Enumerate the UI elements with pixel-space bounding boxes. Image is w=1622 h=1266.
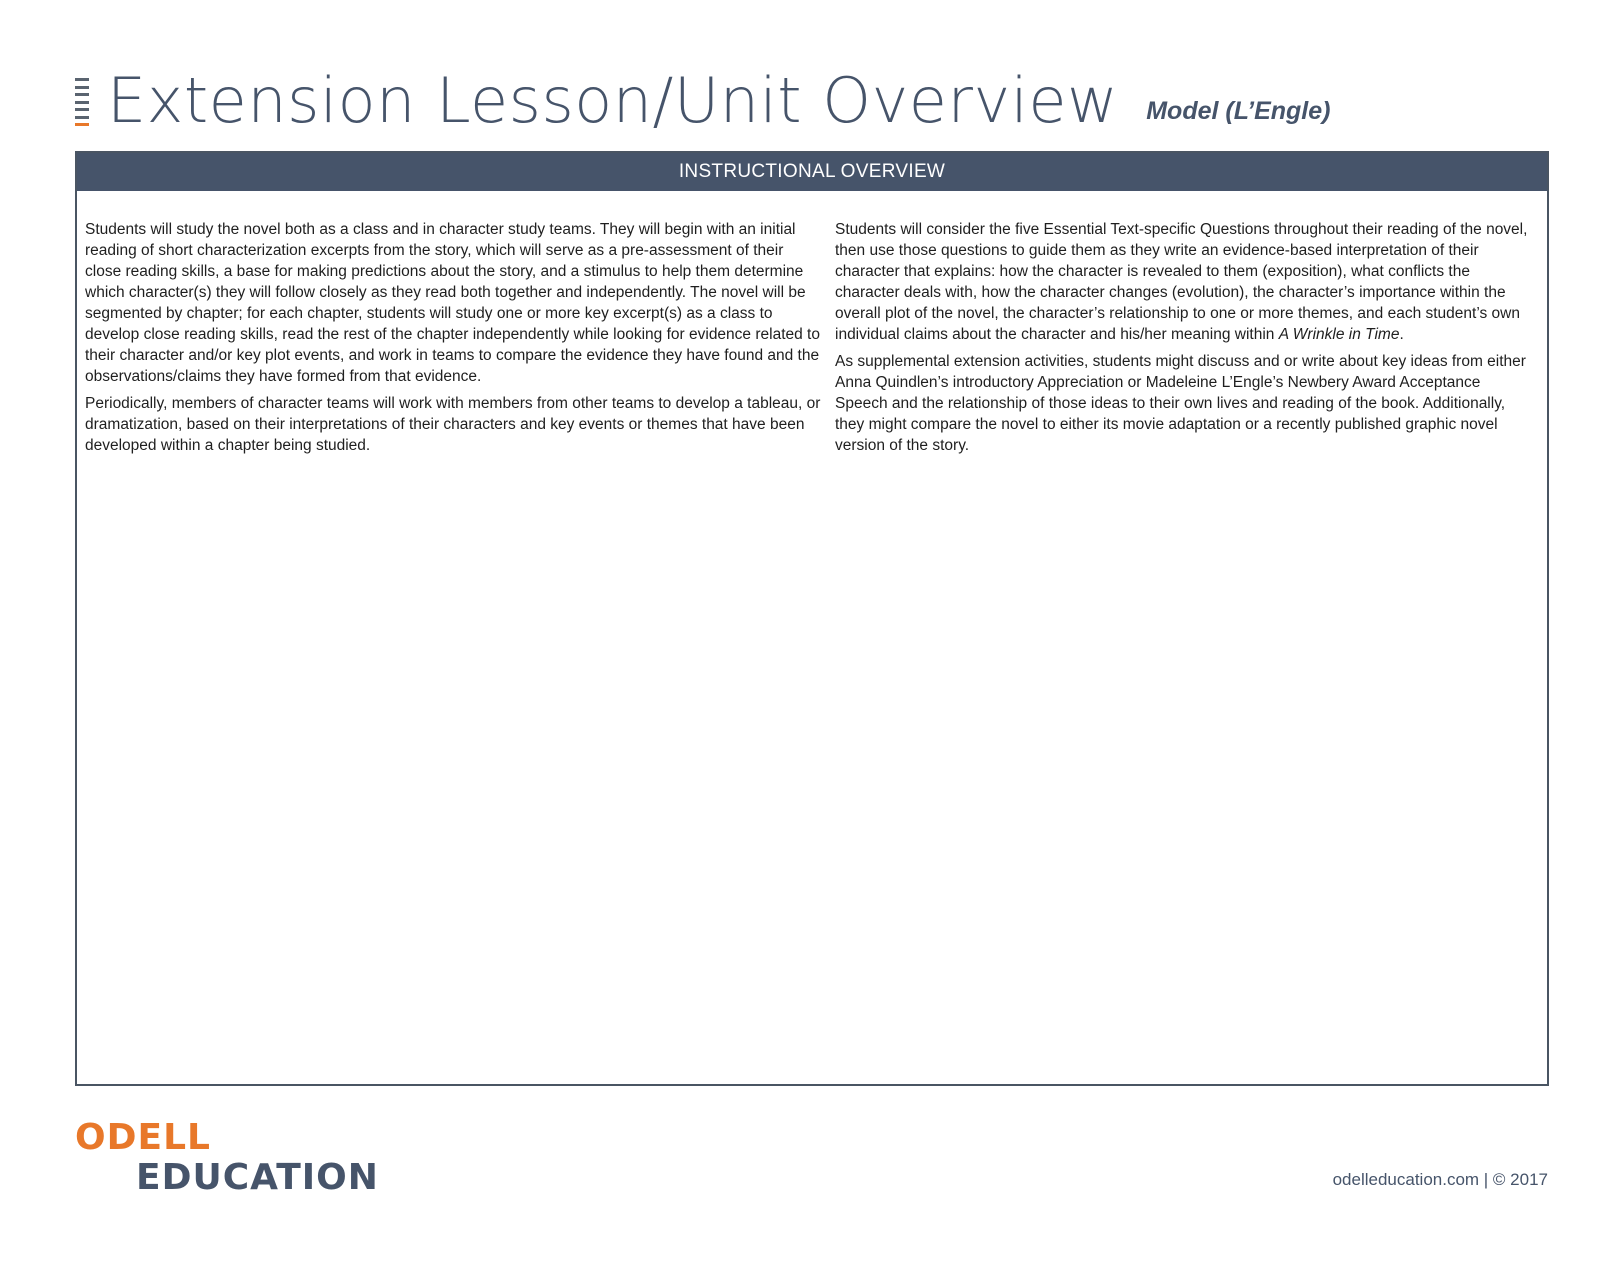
right-column <box>835 219 1535 462</box>
right-paragraph-2: As supplemental extension activities, students might discuss and or write about key ideas from either Anna Quindlen’s introductory Appreciation or Madeleine L’Engle’s Newbery Award Acceptance Speech and the relationship of those ideas to their own lives and reading of the book. Additionally, they might compare the novel to either its movie adaptation or a recently published graphic novel version of the story. <box>835 353 1526 454</box>
right-paragraph-1-end: . <box>1399 326 1404 343</box>
page-header <box>75 66 1330 136</box>
right-paragraph-1-text: Students will consider the five Essential Text-specific Questions throughout their reading of the novel, then use those questions to guide them as they write an evidence-based interpretation of their character that explains: how the character is revealed to them (exposition), what conflicts the character deals with, how the character changes (evolution), the character’s importance within the overall plot of the novel, the character’s relationship to one or more themes, and each student’s own individual claims about the character and his/her meaning within <box>835 221 1528 343</box>
left-column <box>85 219 821 462</box>
left-paragraph-2: Periodically, members of character teams will work with members from other teams to develop a tableau, or dramatization, based on their interpretations of their characters and key events or themes that have been developed within a chapter being studied. <box>85 395 821 454</box>
overview-columns <box>77 191 1547 462</box>
page-title: Extension Lesson/Unit Overview <box>107 64 1119 137</box>
right-paragraph-1 <box>835 219 1535 345</box>
book-title: A Wrinkle in Time <box>1278 326 1400 343</box>
logo-line-1: ODELL <box>75 1117 211 1158</box>
left-paragraph-1: Students will study the novel both as a class and in character study teams. They will begin with an initial reading of short characterization excerpts from the story, which will serve as a pre-assessment of their close reading skills, a base for making predictions about the story, and a stimulus to help them determine which character(s) they will follow closely as they read both together and independently. The novel will be segmented by chapter; for each chapter, students will study one or more key excerpt(s) as a class to develop close reading skills, read the rest of the chapter independently while looking for evidence related to their character and/or key plot events, and work in teams to compare the evidence they have found and the observations/claims they have formed from that evidence. <box>85 221 820 385</box>
instructional-overview-box <box>75 151 1549 1086</box>
title-bars-icon <box>75 78 89 126</box>
footer-copyright: odelleducation.com | © 2017 <box>1332 1170 1548 1189</box>
odell-education-logo <box>75 1118 379 1198</box>
page-subtitle: Model (L’Engle) <box>1146 97 1331 125</box>
section-heading: INSTRUCTIONAL OVERVIEW <box>77 153 1547 191</box>
logo-line-2: EDUCATION <box>136 1157 379 1198</box>
